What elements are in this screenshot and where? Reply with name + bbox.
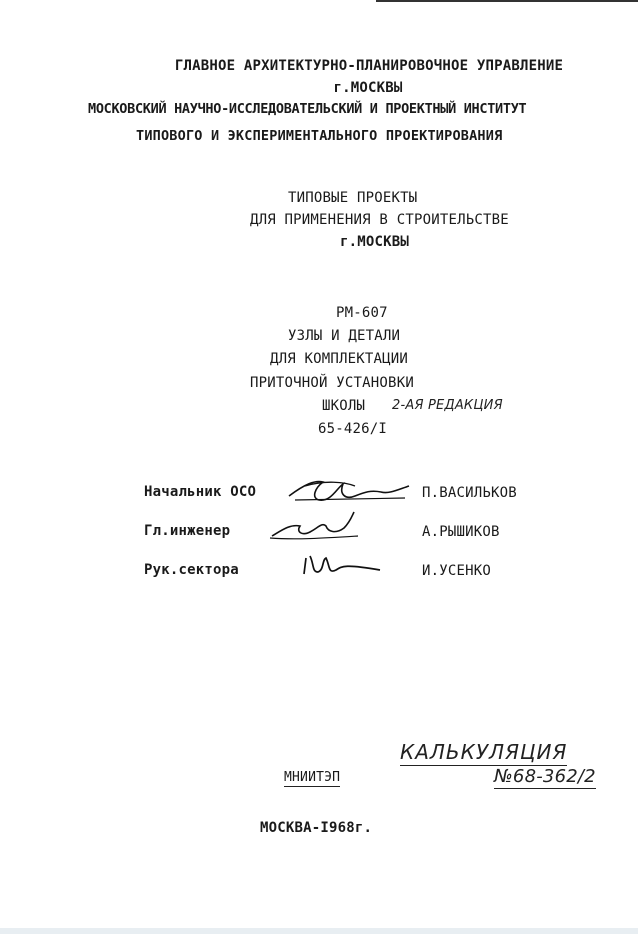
series-line-1: ТИПОВЫЕ ПРОЕКТЫ: [288, 190, 418, 206]
header-line-1: ГЛАВНОЕ АРХИТЕКТУРНО-ПЛАНИРОВОЧНОЕ УПРАВЛЕНИЕ: [174, 58, 564, 74]
signatory-name-1: П.ВАСИЛЬКОВ: [422, 485, 517, 501]
project-title-2: ДЛЯ КОМПЛЕКТАЦИИ: [270, 351, 409, 367]
handwritten-edition-note: 2-АЯ РЕДАКЦИЯ: [392, 398, 503, 413]
header-line-3: МОСКОВСКИЙ НАУЧНО-ИССЛЕДОВАТЕЛЬСКИЙ И ПРОЕКТНЫЙ ИНСТИТУТ: [88, 101, 527, 117]
header-line-2: г.МОСКВЫ: [333, 80, 403, 96]
city-year: МОСКВА-I968г.: [260, 820, 373, 836]
project-title-4: ШКОЛЫ: [322, 398, 366, 414]
bottom-edge: [0, 928, 638, 934]
project-code: РМ-607: [336, 305, 388, 321]
signatory-role-2: Гл.инженер: [144, 523, 231, 539]
series-line-3: г.МОСКВЫ: [340, 234, 410, 250]
project-title-1: УЗЛЫ И ДЕТАЛИ: [288, 328, 401, 344]
signatory-role-3: Рук.сектора: [144, 562, 239, 578]
signatory-name-2: А.РЫШИКОВ: [422, 524, 500, 540]
signatory-role-1: Начальник ОСО: [144, 484, 257, 500]
handwritten-calculation-title: КАЛЬКУЛЯЦИЯ: [400, 740, 568, 764]
header-line-4: ТИПОВОГО И ЭКСПЕРИМЕНТАЛЬНОГО ПРОЕКТИРОВАНИЯ: [136, 128, 503, 144]
handwritten-calculation-number: №68-362/2: [494, 766, 596, 787]
series-line-2: ДЛЯ ПРИМЕНЕНИЯ В СТРОИТЕЛЬСТВЕ: [250, 212, 509, 228]
project-title-3: ПРИТОЧНОЙ УСТАНОВКИ: [250, 375, 414, 391]
signature-ryshikov: [266, 508, 366, 544]
signature-vasilkov: [285, 474, 415, 508]
organization-name: МНИИТЭП: [284, 770, 341, 785]
signature-usenko: [300, 550, 384, 580]
top-border-line: [376, 0, 638, 2]
project-number: 65-426/I: [318, 421, 388, 437]
signatory-name-3: И.УСЕНКО: [422, 563, 492, 579]
